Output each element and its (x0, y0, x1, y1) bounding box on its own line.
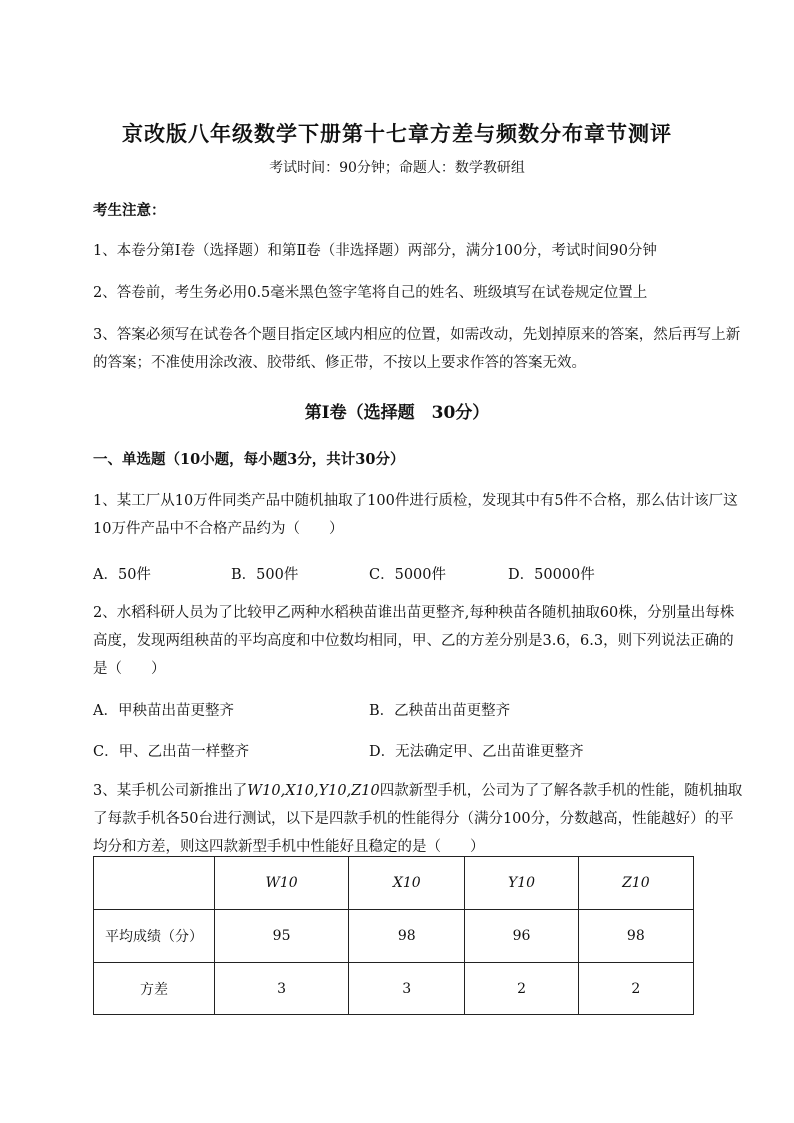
question-1-option-a[interactable]: A．50件 (93, 567, 151, 583)
notice-item-1: 1、本卷分第Ⅰ卷（选择题）和第Ⅱ卷（非选择题）两部分，满分100分，考试时间90分钟 (93, 243, 657, 259)
performance-table (93, 856, 694, 1015)
page-title: 京改版八年级数学下册第十七章方差与频数分布章节测评 (122, 121, 672, 146)
table-header-cell (94, 857, 215, 910)
table-header-row (94, 857, 694, 910)
table-header-cell: Z10 (578, 857, 693, 910)
exam-subtitle: 考试时间：90分钟；命题人：数学教研组 (269, 160, 525, 176)
notice-item-3: 3、答案必须写在试卷各个题目指定区域内相应的位置，如需改动，先划掉原来的答案，然后再写上新的答案；不准使用涂改液、胶带纸、修正带，不按以上要求作答的答案无效。 (93, 327, 741, 371)
table-cell: 98 (578, 910, 693, 963)
table-header-cell: X10 (349, 857, 465, 910)
question-3-text-before: 3、某手机公司新推出了 (93, 783, 248, 799)
question-2-option-d[interactable]: D．无法确定甲、乙出苗谁更整齐 (369, 744, 584, 760)
question-2-option-b[interactable]: B．乙秧苗出苗更整齐 (369, 703, 511, 719)
table-cell: 95 (215, 910, 349, 963)
question-2-text: 2、水稻科研人员为了比较甲乙两种水稻秧苗谁出苗更整齐,每种秧苗各随机抽取60株，分别量出每株高度，发现两组秧苗的平均高度和中位数均相同，甲、乙的方差分别是3.6，6.3，则下列说法正确的是（ ） (93, 605, 735, 677)
question-3-text-after: 四款新型手机，公司为了了解各款手机的性能，随机抽取了每款手机各50台进行测试，以下是四款手机的性能得分（满分100分，分数越高，性能越好）的平均分和方差，则这四款新型手机中性能好且稳定的是（ ） (93, 783, 743, 855)
question-3-text (93, 777, 743, 861)
table-cell: 2 (578, 963, 693, 1015)
question-1-option-d[interactable]: D．50000件 (508, 567, 595, 583)
question-1-option-b[interactable]: B．500件 (231, 567, 299, 583)
table-row-label: 方差 (94, 963, 215, 1015)
table-header-cell: W10 (215, 857, 349, 910)
section-title: 第Ⅰ卷（选择题 30分） (304, 403, 490, 423)
table-row (94, 910, 694, 963)
notice-item-2: 2、答卷前，考生务必用0.5毫米黑色签字笔将自己的姓名、班级填写在试卷规定位置上 (93, 285, 648, 301)
notice-heading: 考生注意： (93, 202, 166, 219)
table-row (94, 963, 694, 1015)
question-1-option-c[interactable]: C．5000件 (369, 567, 446, 583)
part-title: 一、单选题（10小题，每小题3分，共计30分） (93, 451, 405, 468)
question-1-text: 1、某工厂从10万件同类产品中随机抽取了100件进行质检，发现其中有5件不合格，那么估计该厂这10万件产品中不合格产品约为（ ） (93, 493, 738, 537)
question-2-option-c[interactable]: C．甲、乙出苗一样整齐 (93, 744, 250, 760)
table-header-cell: Y10 (465, 857, 578, 910)
table-cell: 3 (349, 963, 465, 1015)
table-row-label: 平均成绩（分） (94, 910, 215, 963)
question-3-models-inline: W10,X10,Y10,Z10 (247, 783, 380, 799)
table-cell: 96 (465, 910, 578, 963)
table-cell: 2 (465, 963, 578, 1015)
question-2-option-a[interactable]: A．甲秧苗出苗更整齐 (93, 703, 234, 719)
table-cell: 3 (215, 963, 349, 1015)
table-cell: 98 (349, 910, 465, 963)
